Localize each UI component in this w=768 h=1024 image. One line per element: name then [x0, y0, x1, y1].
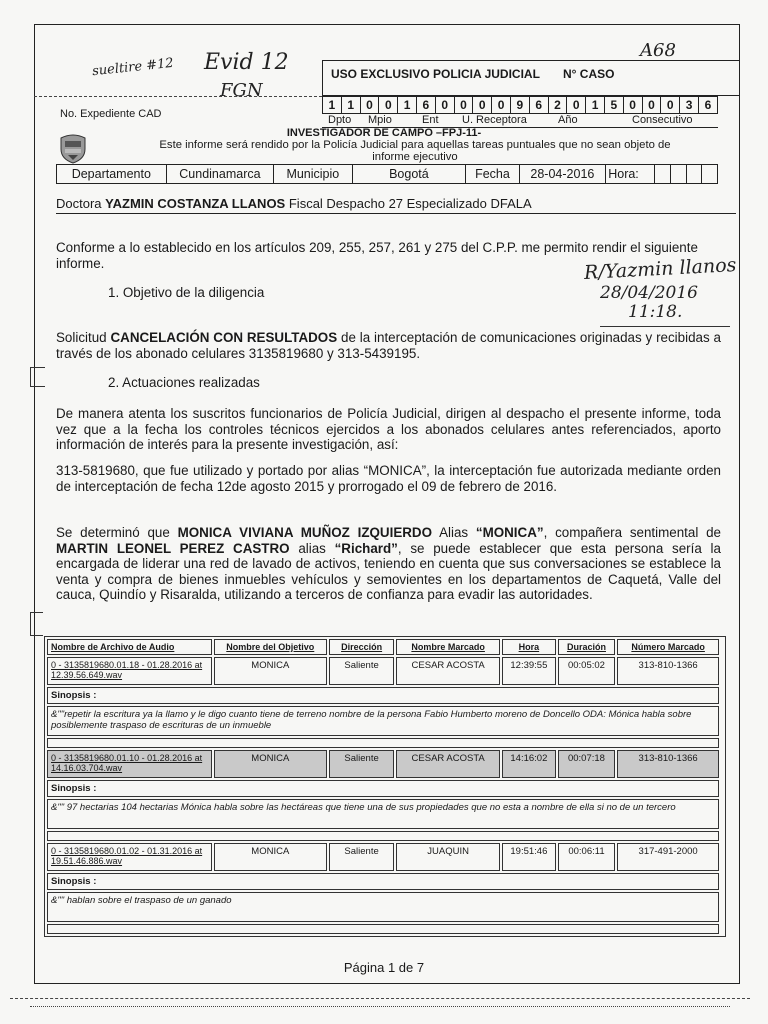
- case-digit: 1: [323, 97, 342, 114]
- audio-cell-numero: 313-810-1366: [617, 750, 719, 778]
- margin-mark-2: [30, 612, 43, 636]
- case-digit: 0: [360, 97, 379, 114]
- case-digit: 1: [341, 97, 360, 114]
- audio-cell-direccion: Saliente: [329, 843, 394, 871]
- header-hora: Hora: [502, 639, 556, 655]
- hora-cell: [686, 165, 702, 184]
- section1-prefix: Solicitud: [56, 330, 107, 345]
- handwritten-receipt-time: 11:18.: [628, 302, 683, 322]
- label-consecutivo: Consecutivo: [632, 114, 693, 126]
- header-marcado: Nombre Marcado: [396, 639, 500, 655]
- case-digit: 6: [529, 97, 548, 114]
- section2-paragraph3: [56, 525, 721, 603]
- location-date-row: [56, 164, 718, 184]
- expediente-label: No. Expediente CAD: [60, 108, 162, 120]
- section1-rest: de la interceptación de comunicaciones originadas y recibidas a través de los abonado celulares 3135819680 y 313-5439195.: [56, 330, 721, 361]
- case-digit: 0: [623, 97, 642, 114]
- fecha-value: 28-04-2016: [519, 165, 606, 184]
- case-digit: 5: [604, 97, 623, 114]
- form-subtitle-line2: informe ejecutivo: [372, 151, 458, 163]
- case-digit: 1: [586, 97, 605, 114]
- handwritten-evid: Evid 12: [204, 50, 289, 75]
- handwritten-fgn: FGN: [220, 80, 263, 101]
- audio-table-header: [47, 639, 719, 655]
- case-header-box: [322, 60, 740, 96]
- addressee-name: YAZMIN COSTANZA LLANOS: [105, 196, 286, 211]
- fecha-label: Fecha: [466, 165, 519, 184]
- section2-paragraph1: De manera atenta los suscritos funcionarios de Policía Judicial, dirigen al despacho el presente informe, toda vez que a la fecha los controles técnicos ejercidos a los abonados celulares antes referenciados, aporto información de interés para la presente investigación, así:: [56, 406, 721, 452]
- header-file: Nombre de Archivo de Audio: [47, 639, 212, 655]
- label-ano: Año: [558, 114, 578, 126]
- spacer-cell: [47, 738, 719, 748]
- spacer-row: [47, 924, 719, 934]
- p3-a: Se determinó que: [56, 525, 170, 540]
- sinopsis-label-row: [47, 873, 719, 890]
- audio-cell-marcado: CESAR ACOSTA: [396, 750, 500, 778]
- audio-cell-marcado: JUAQUIN: [396, 843, 500, 871]
- audio-cell-objetivo: MONICA: [214, 750, 327, 778]
- audio-cell-file[interactable]: 0 - 3135819680.01.10 - 01.28.2016 at 14.16.03.704.wav: [47, 750, 212, 778]
- section1-bold: CANCELACIÓN CON RESULTADOS: [110, 330, 338, 345]
- audio-cell-objetivo: MONICA: [214, 843, 327, 871]
- case-digit: 6: [698, 97, 717, 114]
- audio-cell-duracion: 00:05:02: [558, 657, 616, 685]
- case-digit: 0: [567, 97, 586, 114]
- audio-cell-marcado: CESAR ACOSTA: [396, 657, 500, 685]
- handwritten-receipt-date: 28/04/2016: [600, 283, 698, 303]
- addressee-prefix: Doctora: [56, 196, 102, 211]
- audio-cell-hora: 12:39:55: [502, 657, 556, 685]
- hora-label: Hora:: [606, 165, 655, 184]
- audio-cell-duracion: 00:07:18: [558, 750, 616, 778]
- case-digit: 0: [642, 97, 661, 114]
- section1-heading: 1. Objetivo de la diligencia: [108, 285, 265, 300]
- p3-c: , compañera sentimental de: [543, 525, 721, 540]
- audio-cell-file[interactable]: 0 - 3135819680.01.18 - 01.28.2016 at 12.39.56.649.wav: [47, 657, 212, 685]
- sinopsis-text: &""repetir la escritura ya la llamo y le digo cuanto tiene de terreno nombre de la persona Fabio Humberto moreno de Doncello ODA: Mónica habla sobre posiblemente traspaso de escrituras de un inmueble: [47, 706, 719, 736]
- page-number-text: Página 1 de 7: [343, 960, 425, 975]
- p3-alias2: “Richard”: [334, 540, 398, 556]
- sinopsis-label: Sinopsis :: [47, 687, 719, 704]
- form-subtitle-line1: Este informe será rendido por la Policía Judicial para aquellas tareas puntuales que no sean objeto de: [159, 139, 671, 151]
- sinopsis-label: Sinopsis :: [47, 780, 719, 797]
- case-digit: 3: [680, 97, 699, 114]
- audio-cell-hora: 14:16:02: [502, 750, 556, 778]
- label-mpio: Mpio: [368, 114, 392, 126]
- intro-paragraph: Conforme a lo establecido en los artículos 209, 255, 257, 261 y 275 del C.P.P. me permito rendir el siguiente informe.: [56, 240, 698, 271]
- audio-cell-numero: 317-491-2000: [617, 843, 719, 871]
- header-numero: Número Marcado: [617, 639, 719, 655]
- audio-row: [47, 750, 719, 778]
- handwritten-receipt-name: R/Yazmin llanos: [583, 254, 737, 284]
- case-digit: 9: [510, 97, 529, 114]
- audio-cell-hora: 19:51:46: [502, 843, 556, 871]
- form-subtitle: [100, 139, 730, 163]
- sinopsis-text: &"" 97 hectarias 104 hectarias Mónica habla sobre las hectáreas que tiene una de sus propiedades que no esta a nombre de ella si no de un tercero: [47, 799, 719, 829]
- audio-row: [47, 657, 719, 685]
- audio-cell-direccion: Saliente: [329, 657, 394, 685]
- hora-cell: [670, 165, 686, 184]
- p3-name2: MARTIN LEONEL PEREZ CASTRO: [56, 540, 290, 556]
- exclusive-use-label: USO EXCLUSIVO POLICIA JUDICIAL: [331, 67, 540, 81]
- case-field-labels: [322, 114, 718, 128]
- case-digit: 0: [492, 97, 511, 114]
- departamento-label: Departamento: [57, 165, 167, 184]
- hora-cell: [655, 165, 671, 184]
- audio-cell-file[interactable]: 0 - 3135819680.01.02 - 01.31.2016 at 19.51.46.886.wav: [47, 843, 212, 871]
- audio-cell-duracion: 00:06:11: [558, 843, 616, 871]
- case-digit: 6: [416, 97, 435, 114]
- audio-cell-numero: 313-810-1366: [617, 657, 719, 685]
- handwritten-note-top-left: sueltire #12: [91, 55, 175, 80]
- audio-table: [45, 637, 721, 936]
- bottom-dash-1: [10, 998, 750, 999]
- page-number: [0, 960, 768, 975]
- case-digit: 2: [548, 97, 567, 114]
- spacer-cell: [47, 831, 719, 841]
- sinopsis-label-row: [47, 687, 719, 704]
- p3-b: Alias: [439, 525, 469, 540]
- sinopsis-label-row: [47, 780, 719, 797]
- label-ent: Ent: [422, 114, 439, 126]
- section1-text: [56, 330, 721, 361]
- case-digit: 0: [661, 97, 680, 114]
- municipio-value: Bogotá: [352, 165, 466, 184]
- section2-heading: 2. Actuaciones realizadas: [108, 375, 260, 390]
- case-digit: 0: [435, 97, 454, 114]
- addressee-suffix: Fiscal Despacho 27 Especializado DFALA: [288, 196, 532, 211]
- sinopsis-row: [47, 799, 719, 829]
- header-objetivo: Nombre del Objetivo: [214, 639, 327, 655]
- form-title: INVESTIGADOR DE CAMPO –FPJ-11-: [286, 127, 482, 139]
- receipt-underline: [600, 326, 730, 327]
- departamento-value: Cundinamarca: [166, 165, 274, 184]
- p3-name1: MONICA VIVIANA MUÑOZ IZQUIERDO: [177, 525, 433, 540]
- spacer-row: [47, 738, 719, 748]
- case-digit: 1: [398, 97, 417, 114]
- bottom-dash-2: [30, 1006, 730, 1007]
- section2-paragraph2: 313-5819680, que fue utilizado y portado por alias “MONICA”, la interceptación fue autorizada mediante orden de interceptación de fecha 12de agosto 2015 y prorrogado el 09 de febrero de 2016.: [56, 463, 721, 494]
- audio-table-wrapper: [44, 636, 726, 937]
- p3-e: , se puede establecer que esta persona sería la encargada de liderar una red de lavado de activos, teniendo en cuenta que sus conversaciones se establece la venta y compra de bienes inmuebles vehículos y semovientes en los departamentos de Caquetá, Valle del cauca, Quindío y Risaralda, utilizando a terceros de confianza para evadir las autoridades.: [56, 540, 721, 602]
- case-number-grid: [322, 96, 718, 114]
- case-digit: 0: [379, 97, 398, 114]
- sinopsis-row: [47, 706, 719, 736]
- hora-cell: [702, 165, 718, 184]
- p3-alias1: “MONICA”: [475, 525, 544, 540]
- label-u-receptora: U. Receptora: [462, 114, 527, 126]
- sinopsis-label: Sinopsis :: [47, 873, 719, 890]
- margin-mark: [30, 367, 45, 387]
- spacer-cell: [47, 924, 719, 934]
- case-digit: 0: [473, 97, 492, 114]
- p3-d: alias: [298, 540, 326, 556]
- municipio-label: Municipio: [274, 165, 352, 184]
- addressee-line: [56, 196, 736, 214]
- sinopsis-row: [47, 892, 719, 922]
- spacer-row: [47, 831, 719, 841]
- sinopsis-text: &"" hablan sobre el traspaso de un ganado: [47, 892, 719, 922]
- audio-cell-direccion: Saliente: [329, 750, 394, 778]
- case-number-label: N° CASO: [563, 67, 615, 81]
- header-duracion: Duración: [558, 639, 616, 655]
- label-dpto: Dpto: [328, 114, 352, 126]
- audio-cell-objetivo: MONICA: [214, 657, 327, 685]
- header-direccion: Dirección: [329, 639, 394, 655]
- case-digit: 0: [454, 97, 473, 114]
- handwritten-page-ref: A68: [640, 40, 676, 61]
- audio-row: [47, 843, 719, 871]
